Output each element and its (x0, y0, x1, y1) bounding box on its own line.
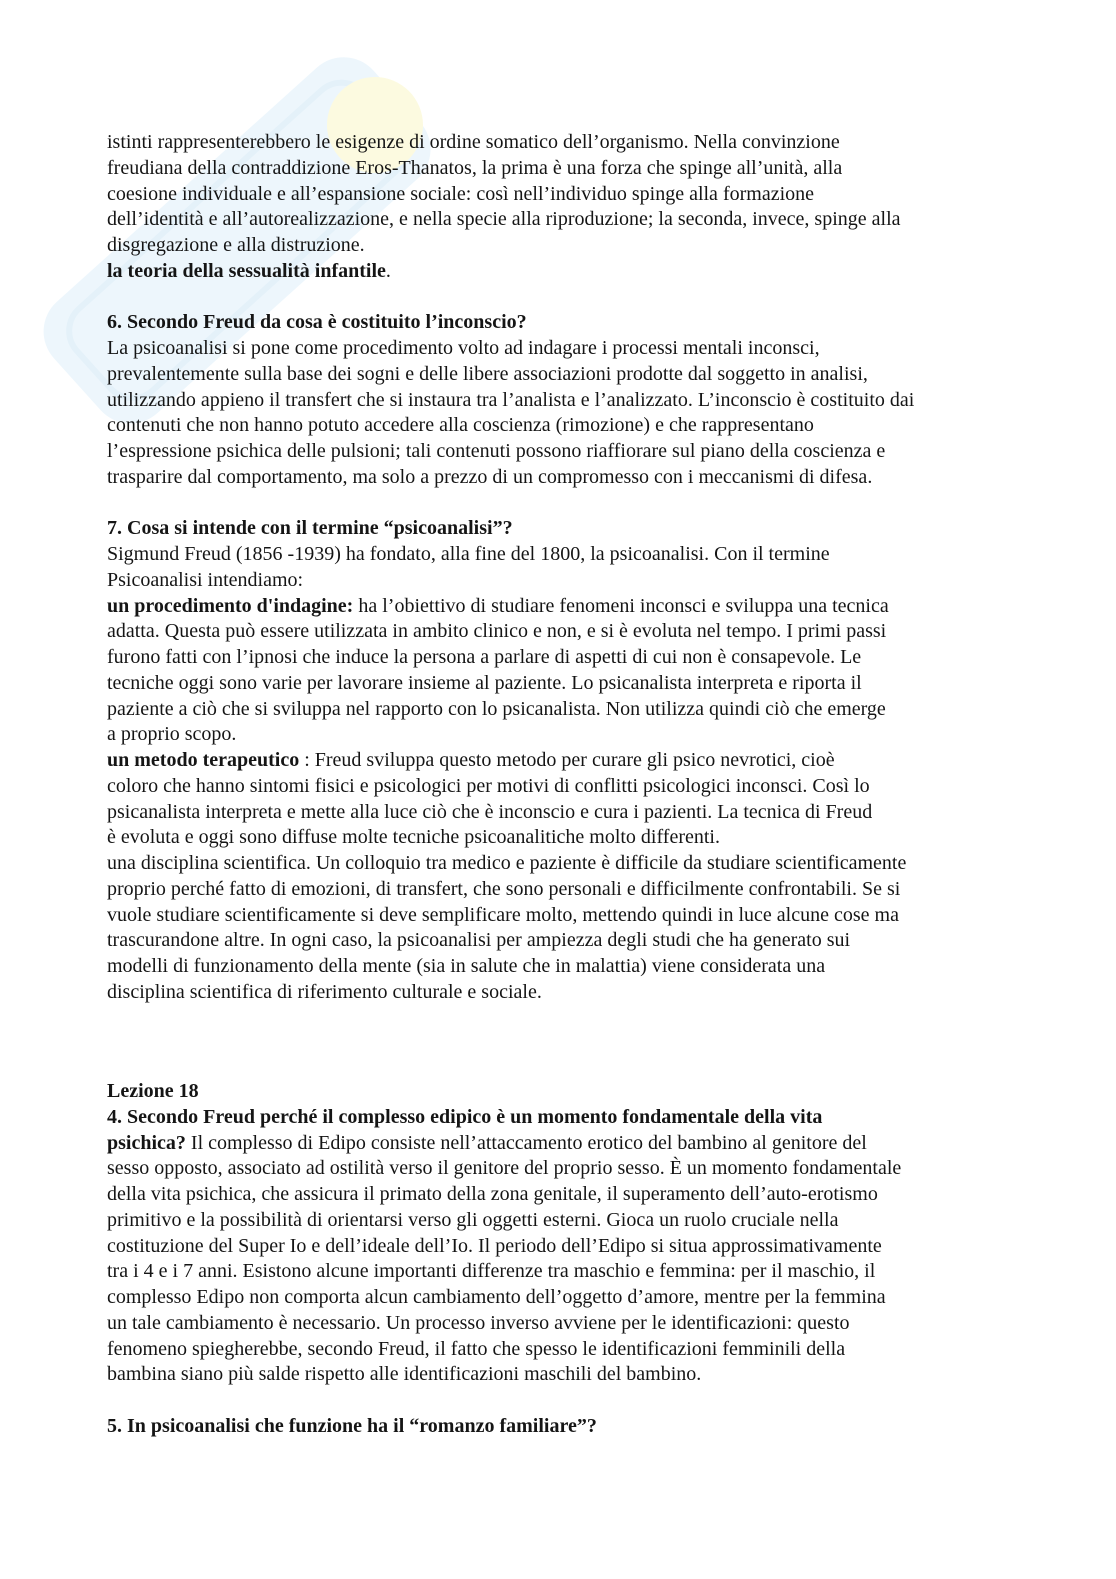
question-6-title: 6. Secondo Freud da cosa è costituito l’inconscio? (107, 311, 527, 334)
text-line: bambina siano più salde rispetto alle identificazioni maschili del bambino. (107, 1363, 702, 1386)
text-line: l’espressione psichica delle pulsioni; tali contenuti possono riaffiorare sul piano della coscienza e (107, 440, 886, 462)
text-line: psicanalista interpreta e mette alla luce ciò che è inconscio e cura i pazienti. La tecnica di Freud (107, 800, 873, 823)
text-line: freudiana della contraddizione Eros-Thanatos, la prima è una forza che spinge all’unità, alla (107, 156, 843, 179)
text-line: un tale cambiamento è necessario. Un processo inverso avviene per le identificazioni: questo (107, 1311, 850, 1334)
text-line: è evoluta e oggi sono diffuse molte tecniche psicoanalitiche molto differenti. (107, 826, 720, 849)
question-4-title-end: psichica? (107, 1131, 186, 1154)
text-line: dell’identità e all’autorealizzazione, e nella specie alla riproduzione; la seconda, invece, spinge alla (107, 208, 901, 231)
text-line: utilizzando appieno il transfert che si instaura tra l’analista e l’analizzato. L’inconscio è costituito dai (107, 388, 915, 411)
text-line: Psicoanalisi intendiamo: (107, 568, 304, 591)
text-line: complesso Edipo non comporta alcun cambiamento dell’oggetto d’amore, mentre per la femmina (107, 1286, 886, 1308)
text-line: primitivo e la possibilità di orientarsi verso gli oggetti esterni. Gioca un ruolo cruciale nella (107, 1208, 839, 1231)
text-line: Sigmund Freud (1856 -1939) ha fondato, alla fine del 1800, la psicoanalisi. Con il termine (107, 543, 830, 565)
question-7-title: 7. Cosa si intende con il termine “psicoanalisi”? (107, 517, 513, 540)
text-run: ha l’obiettivo di studiare fenomeni inconsci e sviluppa una tecnica (353, 594, 889, 617)
text-line: trasparire dal comportamento, ma solo a prezzo di un compromesso con i meccanismi di difesa. (107, 465, 873, 488)
text-line: prevalentemente sulla base dei sogni e delle libere associazioni prodotte dal soggetto in analisi, (107, 362, 868, 385)
text-line: furono fatti con l’ipnosi che induce la persona a parlare di aspetti di cui non è consapevole. Le (107, 646, 862, 668)
question-5-title: 5. In psicoanalisi che funzione ha il “romanzo familiare”? (107, 1414, 597, 1437)
text-line: coesione individuale e all’espansione sociale: così nell’individuo spinge alla formazione (107, 182, 815, 205)
text-line: vuole studiare scientificamente si deve semplificare molto, mettendo quindi in luce alcune cose ma (107, 903, 899, 926)
text-line: tra i 4 e i 7 anni. Esistono alcune importanti differenze tra maschio e femmina: per il maschio, il (107, 1260, 876, 1283)
text-line: La psicoanalisi si pone come procedimento volto ad indagare i processi mentali inconsci, (107, 337, 820, 359)
text-line (107, 748, 1047, 774)
question-4-title: 4. Secondo Freud perché il complesso edipico è un momento fondamentale della vita (107, 1105, 823, 1128)
text-line: trascurandone altre. In ogni caso, la psicoanalisi per ampiezza degli studi che ha generato sui (107, 929, 851, 952)
text-line: coloro che hanno sintomi fisici e psicologici per motivi di conflitti psicologici inconsci. Così lo (107, 774, 870, 797)
lesson-title: Lezione 18 (107, 1080, 199, 1102)
blank-space (107, 1006, 1047, 1080)
text-line: tecniche oggi sono varie per lavorare insieme al paziente. Lo psicanalista interpreta e riporta il (107, 671, 862, 694)
bold-term: un procedimento d'indagine: (107, 594, 354, 617)
text-line: istinti rappresenterebbero le esigenze di ordine somatico dell’organismo. Nella convinzione (107, 131, 840, 153)
text-line (107, 594, 1047, 620)
text-line: adatta. Questa può essere utilizzata in ambito clinico e non, e si è evoluta nel tempo. I primi passi (107, 620, 887, 643)
text-line: costituzione del Super Io e dell’ideale dell’Io. Il periodo dell’Edipo si situa approssimativamente (107, 1234, 882, 1257)
text-line: disgregazione e alla distruzione. (107, 234, 365, 256)
blank-line (107, 491, 1047, 517)
text-line: disciplina scientifica di riferimento culturale e sociale. (107, 980, 542, 1003)
text-line: contenuti che non hanno potuto accedere alla coscienza (rimozione) e che rappresentano (107, 414, 814, 437)
text-line: una disciplina scientifica. Un colloquio tra medico e paziente è difficile da studiare scientificamente (107, 852, 907, 874)
text-run: . (385, 259, 391, 282)
text-line (107, 1131, 1047, 1157)
text-line: proprio perché fatto di emozioni, di transfert, che sono personali e difficilmente confrontabili. Se si (107, 877, 901, 900)
text-run: : Freud sviluppa questo metodo per curare gli psico nevrotici, cioè (299, 749, 835, 771)
text-line: sesso opposto, associato ad ostilità verso il genitore del proprio sesso. È un momento fondamentale (107, 1157, 902, 1180)
bold-term: la teoria della sessualità infantile (107, 259, 386, 282)
bold-term: un metodo terapeutico (107, 749, 300, 771)
text-line: paziente a ciò che si sviluppa nel rapporto con lo psicanalista. Non utilizza quindi ciò che emerge (107, 697, 886, 720)
text-line (107, 259, 1047, 285)
text-line: della vita psichica, che assicura il primato della zona genitale, il superamento dell’auto-erotismo (107, 1183, 878, 1205)
document-page (107, 130, 1047, 1440)
text-line: a proprio scopo. (107, 723, 237, 746)
text-line: fenomeno spiegherebbe, secondo Freud, il fatto che spesso le identificazioni femminili della (107, 1337, 846, 1360)
text-line: modelli di funzionamento della mente (sia in salute che in malattia) viene considerata una (107, 955, 826, 977)
blank-line (107, 285, 1047, 311)
blank-line (107, 1388, 1047, 1414)
text-run: Il complesso di Edipo consiste nell’attaccamento erotico del bambino al genitore del (185, 1131, 867, 1154)
